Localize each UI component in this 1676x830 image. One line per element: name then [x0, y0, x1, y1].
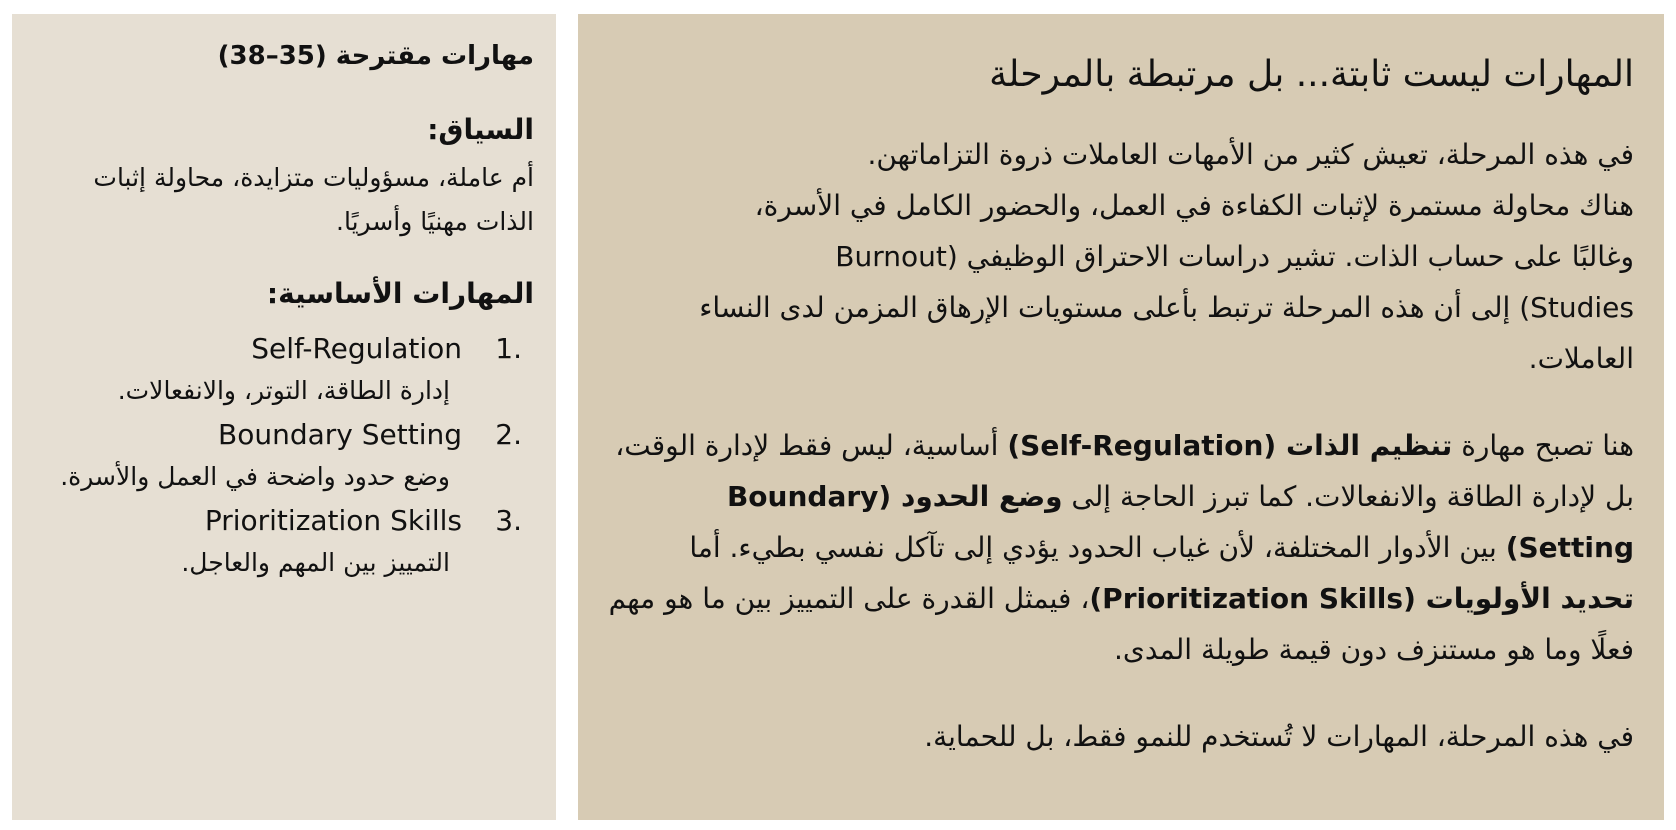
intro-line-3: وغالبًا على حساب الذات. تشير دراسات الاحتراق الوظيفي (Burnout: [835, 239, 1634, 273]
skill-number: 2.: [495, 417, 522, 451]
skill-name: Self-Regulation: [251, 331, 462, 365]
skills-paragraph: [608, 420, 1634, 675]
intro-line-4: Studies) إلى أن هذه المرحلة ترتبط بأعلى مستويات الإرهاق المزمن لدى النساء: [699, 290, 1634, 324]
list-item: [32, 500, 534, 584]
skills-text-1: هنا تصبح مهارة: [1452, 428, 1634, 462]
skill-number: 3.: [495, 503, 522, 537]
side-title: مهارات مقترحة (35–38): [217, 41, 534, 71]
skill-description: وضع حدود واضحة في العمل والأسرة.: [60, 461, 450, 491]
conclusion-paragraph: في هذه المرحلة، المهارات لا تُستخدم للنمو فقط، بل للحماية.: [924, 719, 1634, 753]
list-item: [32, 328, 534, 412]
skills-text-2: أساسية، ليس فقط لإدارة الوقت، بل لإدارة الطاقة والانفعالات. كما تبرز الحاجة إلى: [615, 428, 1634, 513]
main-content-panel: [578, 14, 1664, 820]
skills-heading: المهارات الأساسية:: [266, 276, 534, 310]
skills-text-4: ، فيمثل القدرة على التمييز بين ما هو مهم فعلًا وما هو مستنزف دون قيمة طويلة المدى.: [608, 581, 1634, 666]
context-heading: السياق:: [427, 112, 534, 146]
skill-description: إدارة الطاقة، التوتر، والانفعالات.: [117, 375, 450, 405]
skill-name: Boundary Setting: [217, 417, 462, 451]
skills-text-3: بين الأدوار المختلفة، لأن غياب الحدود يؤدي إلى تآكل نفسي بطيء. أما: [689, 530, 1506, 564]
intro-paragraph: [608, 129, 1634, 384]
context-text: أم عاملة، مسؤوليات متزايدة، محاولة إثبات الذات مهنيًا وأسريًا.: [93, 162, 534, 236]
side-panel: [12, 14, 556, 820]
prioritization-term: تحديد الأولويات (Prioritization Skills): [1089, 581, 1634, 615]
intro-line-5: العاملات.: [1528, 341, 1634, 375]
skills-list: [32, 328, 534, 584]
main-title: المهارات ليست ثابتة... بل مرتبطة بالمرحلة: [989, 54, 1634, 95]
skill-number: 1.: [495, 331, 522, 365]
skill-name: Prioritization Skills: [204, 503, 462, 537]
list-item: [32, 414, 534, 498]
self-regulation-term: تنظيم الذات (Self-Regulation): [1007, 428, 1453, 462]
intro-line-1: في هذه المرحلة، تعيش كثير من الأمهات العاملات ذروة التزاماتهن.: [867, 137, 1634, 171]
skill-description: التمييز بين المهم والعاجل.: [181, 547, 450, 577]
intro-line-2: هناك محاولة مستمرة لإثبات الكفاءة في العمل، والحضور الكامل في الأسرة،: [754, 188, 1634, 222]
boundary-setting-term: وضع الحدود (Boundary Setting): [726, 479, 1634, 564]
